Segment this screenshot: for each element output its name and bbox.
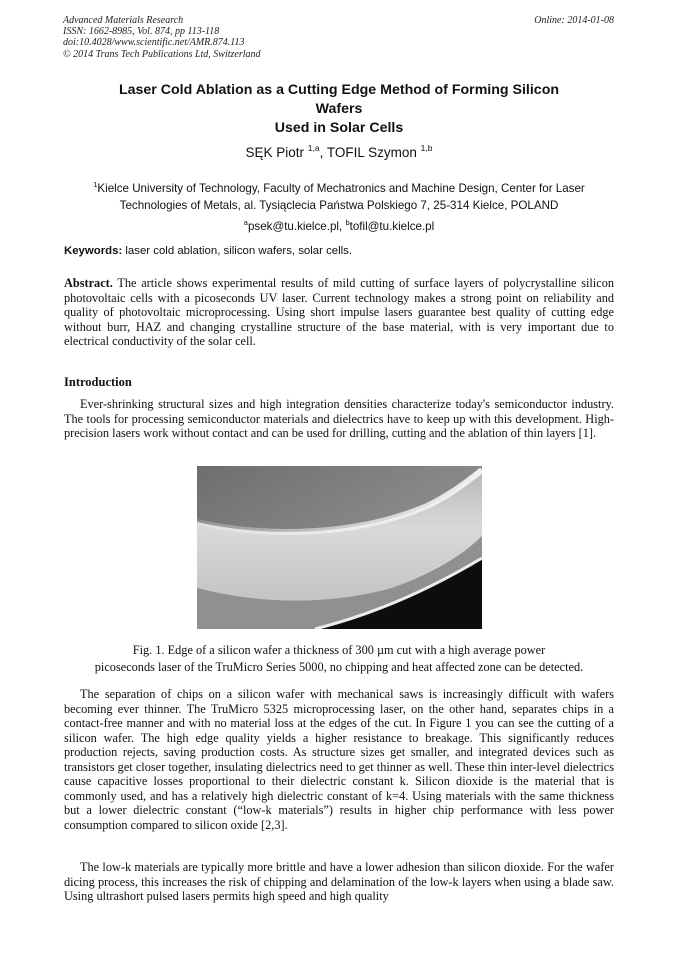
affiliation-line-1: $^1$Kielce University of Technology, Faculty of Mechatronics and Machine Design, Center for Laser <box>93 180 585 195</box>
body-paragraph: The separation of chips on a silicon wafer with mechanical saws is increasingly difficult with wafers becoming ever thinner. The TruMicro 5325 microprocessing laser, on the other hand, separates chips in a contact-free manner and with no material loss at the edges of the cut. In Figure 1 you can see the cutting of a silicon wafer. The high edge quality yields a higher resistance to breakage. This significantly reduces production rejects, saving production costs. As structure sizes get smaller, and integrated devices such as transistors get closer together, insulating dielectrics need to get thinner as well. These thin inter-level dielectrics cause capacitive losses proportional to their dielectric constant k. Silicon dioxide is the material that is commonly used, and has a relatively high dielectric constant of k=4. Using materials with the same thickness but a lower dielectric constant (“low-k materials”) results in higher chip performance with less power consumption compared to silicon oxide [2,3]. <box>64 687 614 832</box>
author-name: SĘK Piotr <box>245 145 308 160</box>
abstract <box>64 276 614 349</box>
keywords-label: Keywords: <box>64 245 123 257</box>
abstract-text: The article shows experimental results of mild cutting of surface layers of polycrystalline silicon photovoltaic cells with a picoseconds UV laser. Current technology makes a strong point on reliability and quality of photovoltaic microprocessing. Using short impulse lasers guarantee best quality of cutting edge without burr, HAZ and changing crystalline structure of the base material, with is very important due to electrical conductivity of the solar cell. <box>64 276 614 348</box>
email-mark: a <box>243 218 248 227</box>
email-mark: b <box>345 218 350 227</box>
figure-1-image <box>197 466 482 629</box>
author-name: TOFIL Szymon <box>326 145 421 160</box>
journal-copyright: © 2014 Trans Tech Publications Ltd, Switzerland <box>63 48 261 60</box>
abstract-label: Abstract. <box>64 276 113 290</box>
caption-line-2: picoseconds laser of the TruMicro Series 5000, no chipping and heat affected zone can be detected. <box>94 660 584 674</box>
journal-name: Advanced Materials Research <box>63 15 184 26</box>
author-affiliation-mark: 1,b <box>420 143 433 153</box>
author-separator: , <box>319 145 327 160</box>
paper-title <box>60 81 618 138</box>
author-affiliation-mark: 1,a <box>307 143 320 153</box>
title-line-1: Laser Cold Ablation as a Cutting Edge Method of Forming Silicon <box>118 82 560 98</box>
affiliation-line-2: Technologies of Metals, al. Tysiąclecia Państwa Polskiego 7, 25-314 Kielce, POLAND <box>119 199 559 212</box>
keywords-text: laser cold ablation, silicon wafers, solar cells. <box>122 245 353 257</box>
figure-1-caption <box>60 642 618 676</box>
journal-doi: doi:10.4028/www.scientific.net/AMR.874.113 <box>63 37 245 49</box>
author-emails <box>60 214 618 235</box>
online-date: Online: 2014-01-08 <box>534 15 614 26</box>
body-paragraph: Ever-shrinking structural sizes and high integration densities characterize today's semiconductor industry. The tools for processing semiconductor materials and dielectrics have to keep up with this development. High-precision lasers work without contact and can be used for drilling, cutting and the ablation of thin layers [1]. <box>64 397 614 440</box>
title-line-3: Used in Solar Cells <box>274 120 404 136</box>
keywords <box>64 245 352 257</box>
affiliation-mark: 1 <box>93 180 98 189</box>
section-heading: Introduction <box>64 375 132 389</box>
email-link[interactable]: tofil@tu.kielce.pl <box>349 220 435 233</box>
body-paragraph: The low-k materials are typically more brittle and have a lower adhesion than silicon dioxide. For the wafer dicing process, this increases the risk of chipping and delamination of the low-k layers when using a blade saw. Using ultrashort pulsed lasers permits high speed and high quality <box>64 860 614 903</box>
title-line-2: Wafers <box>315 101 363 117</box>
journal-issn: ISSN: 1662-8985, Vol. 874, pp 113-118 <box>63 26 220 38</box>
affiliation <box>60 176 618 235</box>
email-link[interactable]: psek@tu.kielce.pl, <box>247 220 346 233</box>
journal-header <box>63 15 261 60</box>
author-list <box>60 143 618 160</box>
caption-line-1: Fig. 1. Edge of a silicon wafer a thickness of 300 µm cut with a high average power <box>132 643 546 657</box>
